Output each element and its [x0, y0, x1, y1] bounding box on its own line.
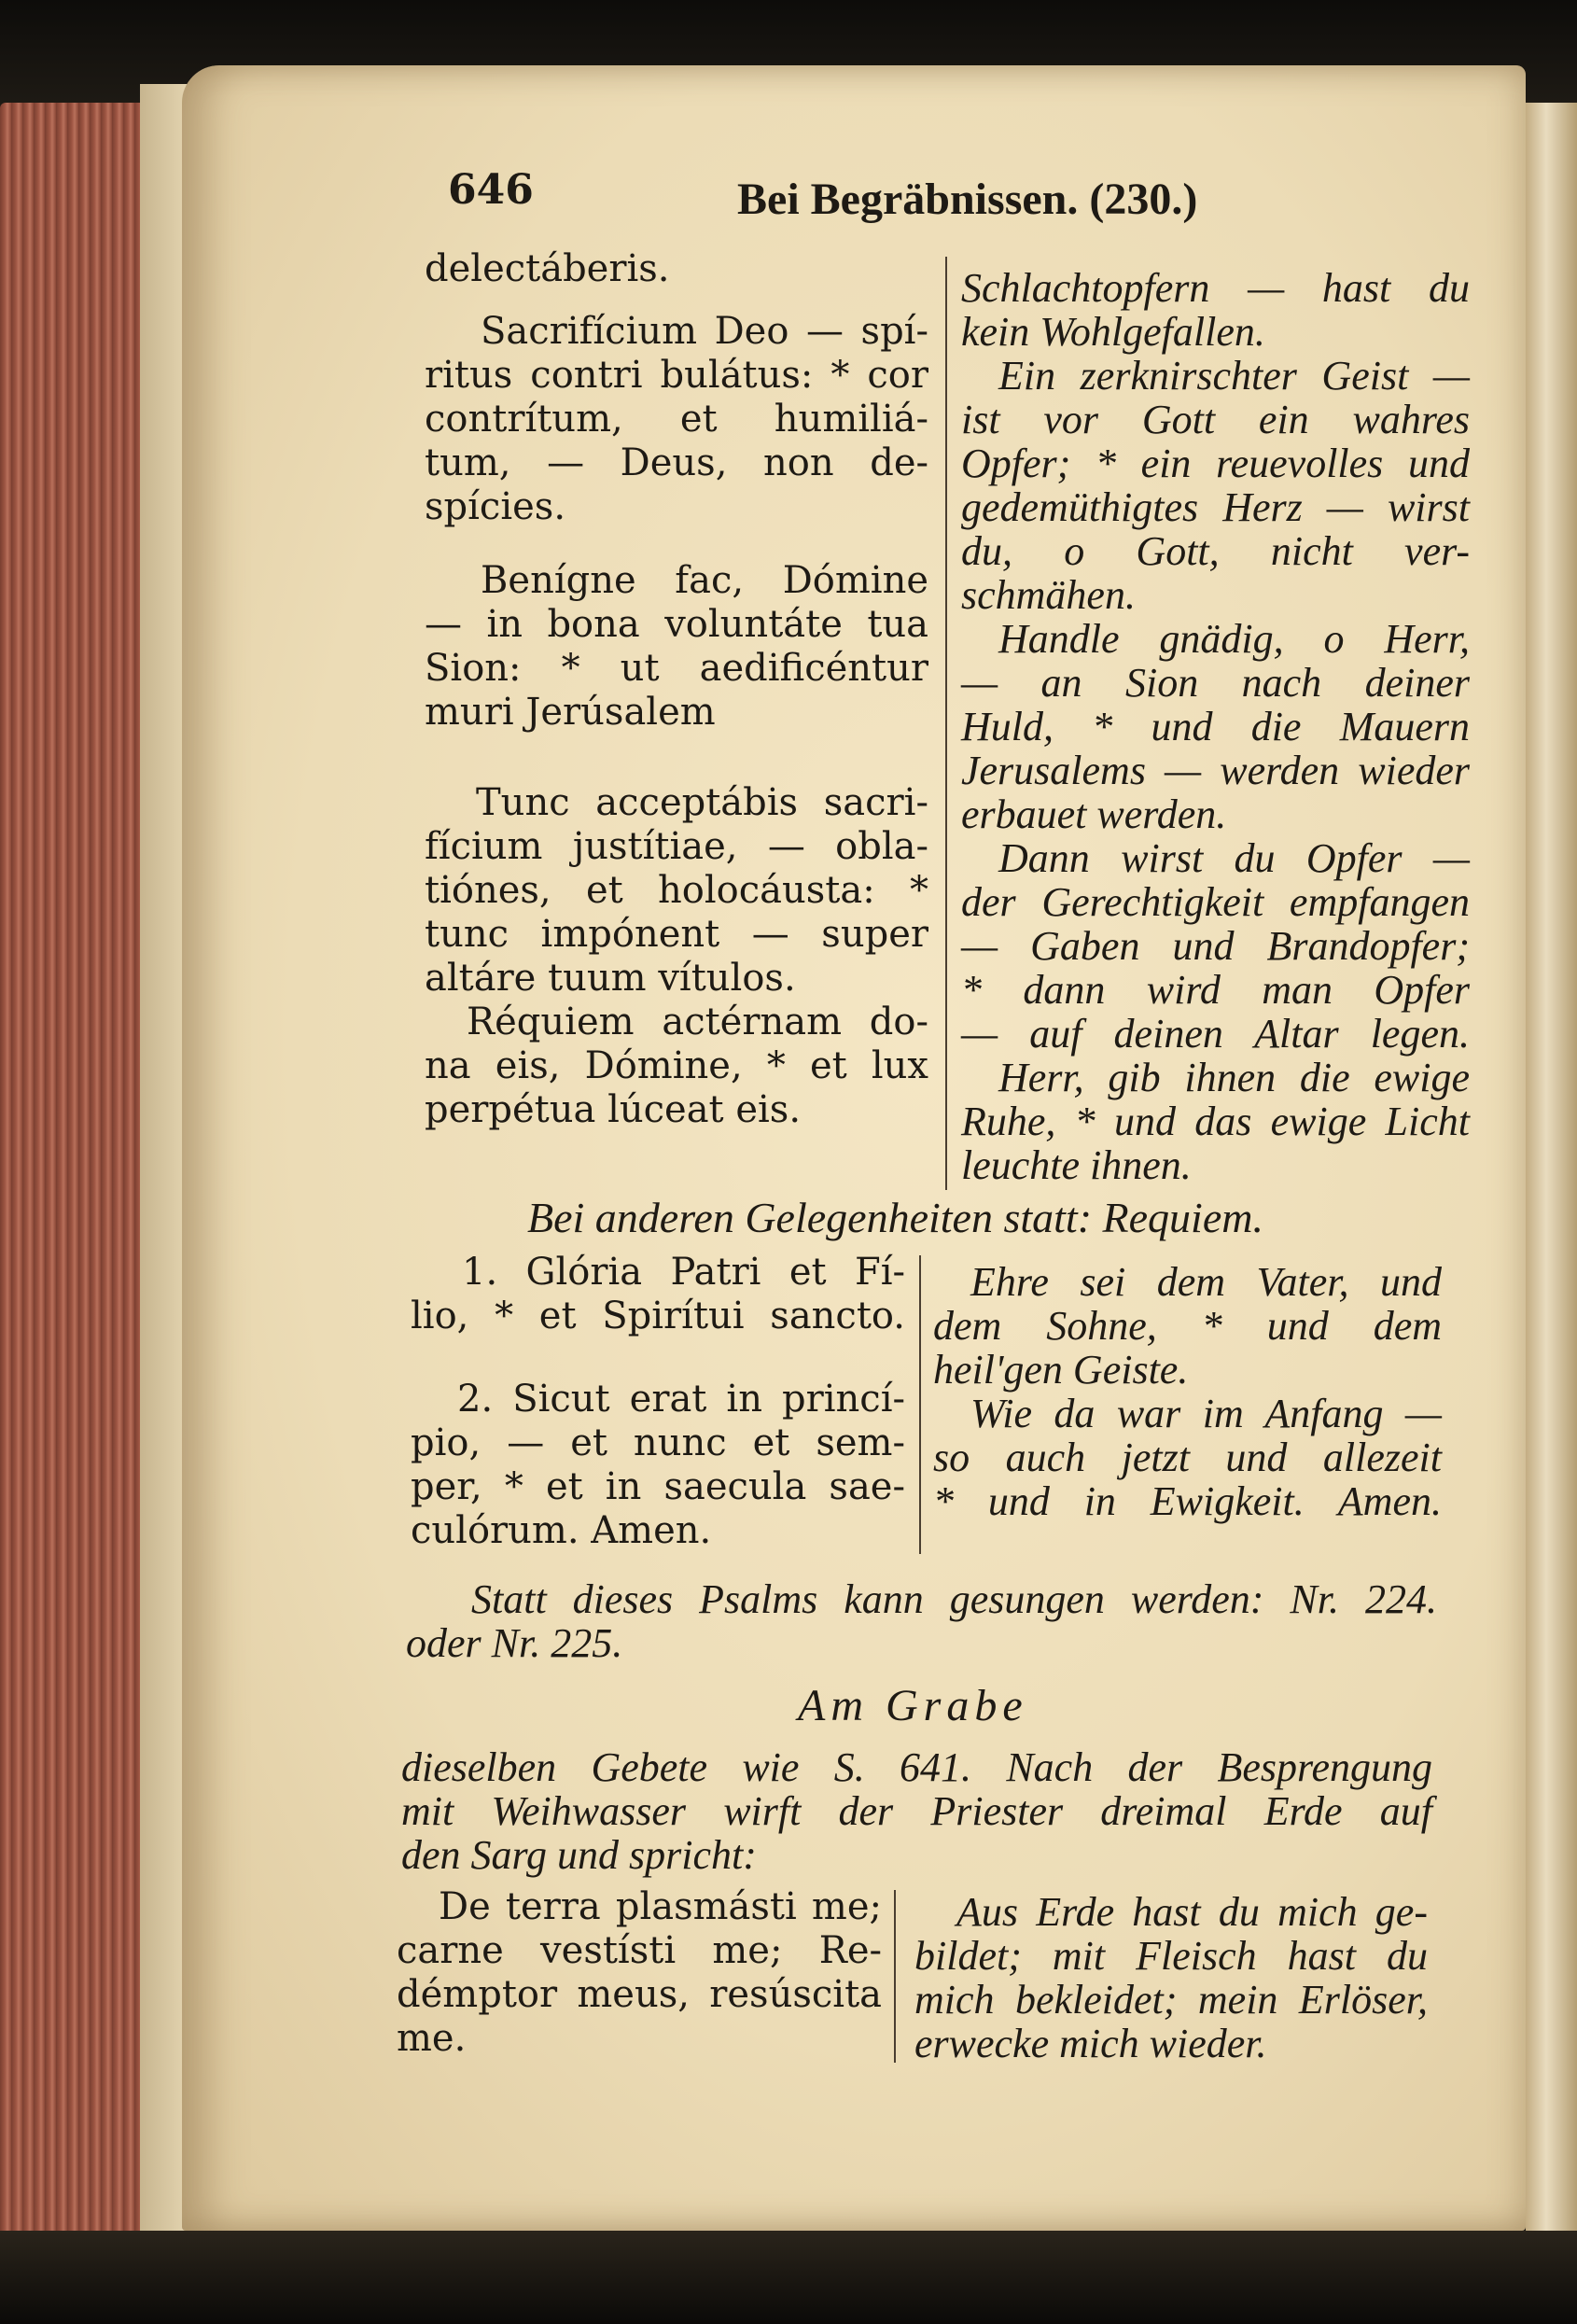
latin-column-3: [397, 1885, 882, 2061]
latin-line: na eis, Dómine, * et lux: [425, 1044, 928, 1087]
latin-line: pio, — et nunc et sem-: [411, 1421, 905, 1464]
german-line: bildet; mit Fleisch hast du: [914, 1933, 1428, 1979]
latin-line: lio, * et Spirítui sancto.: [411, 1295, 905, 1337]
german-line: dem Sohne, * und dem: [933, 1303, 1442, 1349]
german-line: Wie da war im Anfang —: [970, 1391, 1442, 1436]
book-bottom-shadow: [0, 2231, 1577, 2324]
german-line: — auf deinen Altar legen.: [961, 1011, 1470, 1057]
latin-line: — in bona voluntáte tua: [425, 603, 928, 646]
psalm-note: [406, 1577, 1437, 1665]
grave-instructions: [401, 1745, 1432, 1877]
german-line: — Gaben und Brandopfer;: [961, 923, 1470, 969]
latin-line: ritus contri bulátus: * cor: [425, 354, 928, 397]
column-divider: [919, 1255, 921, 1554]
german-line: Aus Erde hast du mich ge-: [956, 1889, 1428, 1935]
german-line: du, o Gott, nicht ver-: [961, 528, 1470, 574]
latin-line: altáre tuum vítulos.: [425, 957, 796, 1000]
running-title: Bei Begräbnissen. (230.): [737, 175, 1198, 224]
latin-line: Sion: * ut aedificéntur: [425, 647, 928, 690]
german-line: leuchte ihnen.: [961, 1142, 1192, 1188]
german-line: der Gerechtigkeit empfangen: [961, 879, 1470, 925]
german-line: heil'gen Geiste.: [933, 1347, 1189, 1393]
german-line: Jerusalems — werden wieder: [961, 748, 1470, 793]
german-line: — an Sion nach deiner: [961, 660, 1470, 706]
german-column-3: [914, 1890, 1428, 2065]
german-line: * dann wird man Opfer: [961, 967, 1470, 1013]
german-line: schmähen.: [961, 572, 1136, 618]
latin-column-2: [411, 1251, 905, 1553]
german-column-2: [933, 1260, 1442, 1523]
latin-line: tunc impónent — super: [425, 913, 928, 956]
latin-line: démptor meus, resúscita: [397, 1973, 882, 2016]
german-line: erbauet werden.: [961, 791, 1227, 837]
german-line: Huld, * und die Mauern: [961, 704, 1470, 749]
german-line: erwecke mich wieder.: [914, 2021, 1267, 2066]
column-divider: [894, 1890, 896, 2063]
german-line: Ruhe, * und das ewige Licht: [961, 1099, 1470, 1144]
german-line: so auch jetzt und allezeit: [933, 1435, 1442, 1480]
german-line: Dann wirst du Opfer —: [998, 835, 1470, 881]
latin-line: tum, — Deus, non de-: [425, 441, 928, 484]
latin-line: fícium justítiae, — obla-: [425, 825, 928, 868]
latin-line: Benígne fac, Dómine: [481, 559, 928, 602]
latin-line: tiónes, et holocáusta: *: [425, 869, 928, 912]
instruction-line: den Sarg und spricht:: [401, 1832, 757, 1878]
psalm-note-line: Statt dieses Psalms kann gesungen werden: Nr. 224.: [471, 1576, 1437, 1622]
instruction-line: mit Weihwasser wirft der Priester dreimal Erde auf: [401, 1788, 1432, 1834]
facing-page-edge: [1526, 103, 1577, 2231]
occasions-heading: Bei anderen Gelegenheiten statt: Requiem.: [527, 1194, 1263, 1241]
german-line: Opfer; * ein reuevolles und: [961, 441, 1470, 486]
german-line: ist vor Gott ein wahres: [961, 397, 1470, 442]
german-line: * und in Ewigkeit. Amen.: [933, 1478, 1442, 1524]
latin-line: Réquiem actérnam do-: [467, 1001, 928, 1043]
german-line: mich bekleidet; mein Erlöser,: [914, 1977, 1428, 2023]
column-divider: [945, 257, 947, 1190]
psalm-note-line: oder Nr. 225.: [406, 1620, 623, 1666]
latin-line: spícies.: [425, 485, 566, 528]
latin-line: 2. Sicut erat in princí-: [457, 1378, 905, 1421]
german-column-1: [961, 266, 1470, 1187]
german-line: Herr, gib ihnen die ewige: [998, 1055, 1470, 1100]
german-line: gedemüthigtes Herz — wirst: [961, 484, 1470, 530]
latin-line: De terra plasmásti me;: [439, 1885, 882, 1928]
latin-line: Tunc acceptábis sacri-: [476, 781, 928, 824]
german-line: Ehre sei dem Vater, und: [970, 1259, 1442, 1305]
grave-heading: Am Grabe: [798, 1681, 1028, 1730]
latin-line: culórum. Amen.: [411, 1509, 712, 1552]
german-line: Ein zerknirschter Geist —: [998, 353, 1470, 399]
instruction-line: dieselben Gebete wie S. 641. Nach der Besprengung: [401, 1744, 1432, 1790]
latin-line: carne vestísti me; Re-: [397, 1929, 882, 1972]
latin-line: muri Jerúsalem: [425, 691, 716, 734]
german-line: Schlachtopfern — hast du: [961, 265, 1470, 311]
latin-line: 1. Glória Patri et Fí-: [462, 1251, 905, 1294]
latin-line: contrítum, et humiliá-: [425, 398, 928, 441]
german-line: kein Wohlgefallen.: [961, 309, 1265, 355]
german-line: Handle gnädig, o Herr,: [998, 616, 1470, 662]
page-number: 646: [448, 166, 534, 214]
latin-line: Sacrifícium Deo — spí-: [481, 310, 928, 353]
latin-line: delectáberis.: [425, 247, 670, 290]
latin-column-1: [425, 247, 928, 1132]
latin-line: per, * et in saecula sae-: [411, 1465, 905, 1508]
latin-line: me.: [397, 2017, 467, 2060]
latin-line: perpétua lúceat eis.: [425, 1088, 802, 1131]
